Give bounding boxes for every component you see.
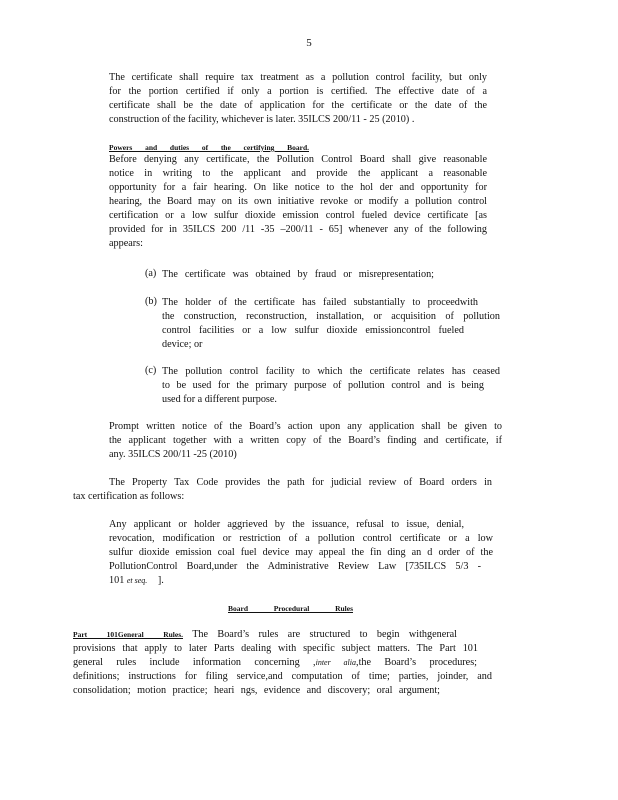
text-line [73, 656, 477, 670]
text-line: notice in writing to the applicant and provide the applicant a reasonable [109, 168, 487, 179]
text-line: the applicant together with a written copy of the Board’s finding and certificate, if [109, 435, 502, 446]
run-in-heading-part-101: Part 101General Rules. [73, 630, 183, 639]
text-line: The holder of the certificate has failed substantially to proceedwith [162, 297, 478, 308]
text-line: certificate shall be the date of application for the certificate or the date of the [109, 100, 487, 111]
text-line: consolidation; motion practice; heari ngs, evidence and discovery; oral argument; [73, 685, 440, 696]
section-heading-powers-and-duties: Powers and duties of the certifying Board. [109, 143, 309, 152]
page-number: 5 [306, 37, 312, 49]
text-line: Before denying any certificate, the Pollution Control Board shall give reasonable [109, 154, 487, 165]
text-line: for the portion certified if only a portion is certified. The effective date of a [109, 86, 487, 97]
text-line: to be used for the primary purpose of pollution control and is being [162, 380, 484, 391]
text-line: appears: [109, 238, 143, 249]
citation-et-seq: et seq. [126, 576, 148, 585]
paragraph-part-101-general-rules [73, 628, 492, 698]
text-line: revocation, modification or restriction of a pollution control certificate or a low [109, 533, 493, 544]
inter-alia: inter alia [315, 658, 357, 667]
text-line: hearing, the Board may on its own initiative revoke or modify a pollution control [109, 196, 487, 207]
text-line: used for a different purpose. [162, 394, 277, 405]
text-line: any. 35ILCS 200/11 -25 (2010) [109, 449, 237, 460]
text-line: tax certification as follows: [73, 491, 185, 502]
text-line: PollutionControl Board,under the Administrative Review Law [735ILCS 5/3 - [109, 561, 481, 572]
text-line: control facilities or a low sulfur dioxide emissioncontrol fueled [162, 325, 464, 336]
citation-number: 101 [109, 575, 125, 586]
text-line: Prompt written notice of the Board’s action upon any application shall be given to [109, 421, 502, 432]
text-line: sulfur dioxide emission coal fuel device may appeal the fin ding an d order of the [109, 547, 493, 558]
list-item-label-c: (c) [145, 365, 157, 376]
list-item-label-a: (a) [145, 268, 157, 279]
citation-end: ]. [157, 575, 164, 586]
text-line: The certificate shall require tax treatment as a pollution control facility, but only [109, 72, 487, 83]
section-heading-board-procedural-rules: Board Procedural Rules [228, 604, 353, 613]
text-line: the construction, reconstruction, installation, or acquisition of pollution [162, 311, 500, 322]
text-line: certification or a low sulfur dioxide emission control fueled device certificate [as [109, 210, 487, 221]
list-item-c [162, 365, 500, 407]
line-rest: The Board’s rules are structured to begin withgeneral [192, 629, 457, 640]
text-line: provisions that apply to later Parts dealing with specific subject matters. The Part 101 [73, 643, 478, 654]
text-line: The certificate was obtained by fraud or misrepresentation; [162, 269, 434, 280]
text-line: provided for in 35ILCS 200 /11 -35 –200/11 - 65] whenever any of the following [109, 224, 487, 235]
text-line [109, 574, 493, 588]
text-line: construction of the facility, whichever is later. 35ILCS 200/11 - 25 (2010) . [109, 114, 415, 125]
text-line [73, 628, 457, 642]
paragraph-prompt-written-notice [109, 420, 502, 462]
paragraph-certificate-tax-treatment [109, 71, 487, 127]
text-line: definitions; instructions for filing service,and computation of time; parties, joinder, and [73, 671, 492, 682]
list-item-b [162, 296, 500, 352]
text-line: Any applicant or holder aggrieved by the issuance, refusal to issue, denial, [109, 519, 464, 530]
line-start: general rules include information concerning , [73, 657, 316, 668]
text-line: The pollution control facility to which the certificate relates has ceased [162, 366, 500, 377]
paragraph-before-denying [109, 153, 487, 251]
list-item-a [162, 268, 434, 282]
text-line: device; or [162, 339, 203, 350]
quoted-statute [109, 518, 493, 588]
paragraph-property-tax-code [73, 476, 492, 504]
line-end: ,the Board’s procedures; [356, 657, 477, 668]
text-line: opportunity for a fair hearing. On like notice to the hol der and opportunity for [109, 182, 487, 193]
list-item-label-b: (b) [145, 296, 157, 307]
text-line: The Property Tax Code provides the path for judicial review of Board orders in [109, 477, 492, 488]
